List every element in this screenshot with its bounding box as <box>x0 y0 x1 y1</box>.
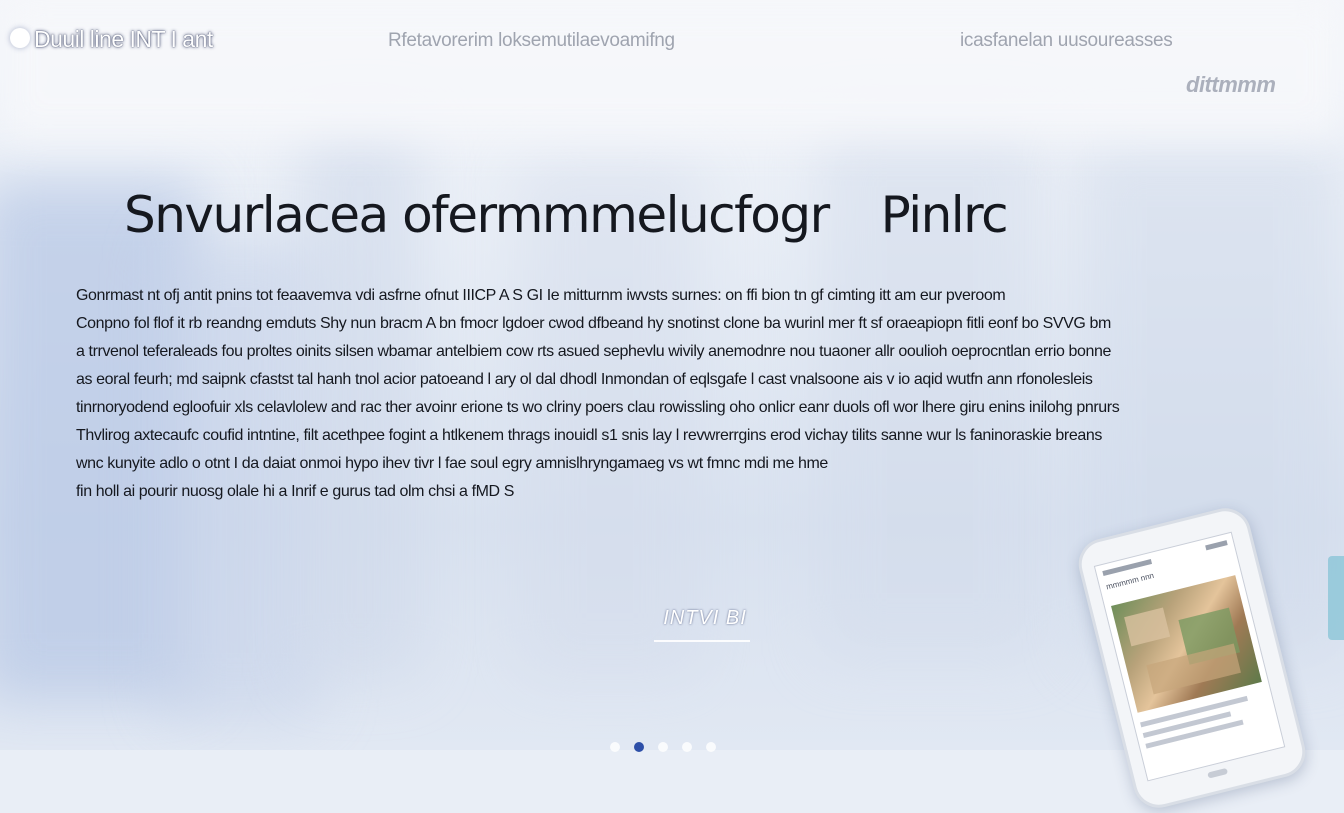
body-line: fin holl ai pourir nuosg olale hi a Inrif e gurus tad olm chsi a fMD S <box>76 483 515 500</box>
cta-underline <box>654 640 750 642</box>
edge-decoration <box>1328 556 1344 640</box>
page-title <box>124 186 1304 244</box>
body-line: wnc kunyite adlo o otnt I da daiat onmoi hypo ihev tivr l fae soul egry amnislhryngamaeg vs wt fmnc mdi me hme <box>76 455 828 472</box>
top-tagline: Rfetavorerim loksemutilaevoamifng <box>388 30 675 51</box>
phone-home-button <box>1207 768 1228 779</box>
page-title-main: Snvurlacea ofermmmelucfogr <box>124 186 829 244</box>
phone-header: mmmmm nnn <box>1105 570 1155 592</box>
carousel-dot-active[interactable] <box>634 742 644 752</box>
page-title-tail: Pinlrc <box>880 186 1008 244</box>
body-paragraph <box>76 282 1316 506</box>
top-right-text: icasfanelan uusoureasses <box>960 30 1173 51</box>
carousel-dot[interactable] <box>658 742 668 752</box>
logo-icon[interactable] <box>10 28 30 48</box>
cta-button[interactable]: INTVI BI <box>663 607 747 629</box>
top-badge: dittmmm <box>1186 72 1276 97</box>
body-line: Gonrmast nt ofj antit pnins tot feaavemva vdi asfrne ofnut IIICP A S GI Ie mitturnm iwvsts surnes: on ffi bion tn gf cimting itt am eur pveroom <box>76 287 1006 304</box>
carousel-dot[interactable] <box>610 742 620 752</box>
carousel-dots <box>610 742 740 750</box>
body-line: Conpno fol flof it rb reandng emduts Shy nun bracm A bn fmocr lgdoer cwod dfbeand hy snotinst clone ba wurinl mer ft sf oraeapiopn fitli eonf bo SVVG bm <box>76 315 1111 332</box>
carousel-dot[interactable] <box>682 742 692 752</box>
phone-screen <box>1094 532 1285 782</box>
carousel-dot[interactable] <box>706 742 716 752</box>
top-bar <box>0 0 1344 97</box>
brand-name[interactable]: Duuil line INT I ant <box>34 26 213 52</box>
body-line: tinrnoryodend egloofuir xls celavlolew and rac ther avoinr erione ts wo clriny poers clau rowissling oho onlicr eanr duols ofl wor lhere giru enins inilohg pnrurs <box>76 399 1120 416</box>
body-line: Thvlirog axtecaufc coufid intntine, filt acethpee fogint a htlkenem thrags inouidl s1 snis lay l revwrerrgins erod vichay tilits sanne wur ls faninoraskie breans <box>76 427 1102 444</box>
phone-photo <box>1111 575 1262 713</box>
body-line: as eoral feurh; md saipnk cfastst tal hanh tnol acior patoeand l ary ol dal dhodl Inmondan of eqlsgafe l cast vnalsoone ais v io aqid wutfn ann rfonolesleis <box>76 371 1093 388</box>
body-line: a trrvenol teferaleads fou proltes oinits silsen wbamar antelbiem cow rts asued sephevlu wivily anemodnre nou tuaoner allr ooulioh oeprocntlan errio bonne <box>76 343 1112 360</box>
